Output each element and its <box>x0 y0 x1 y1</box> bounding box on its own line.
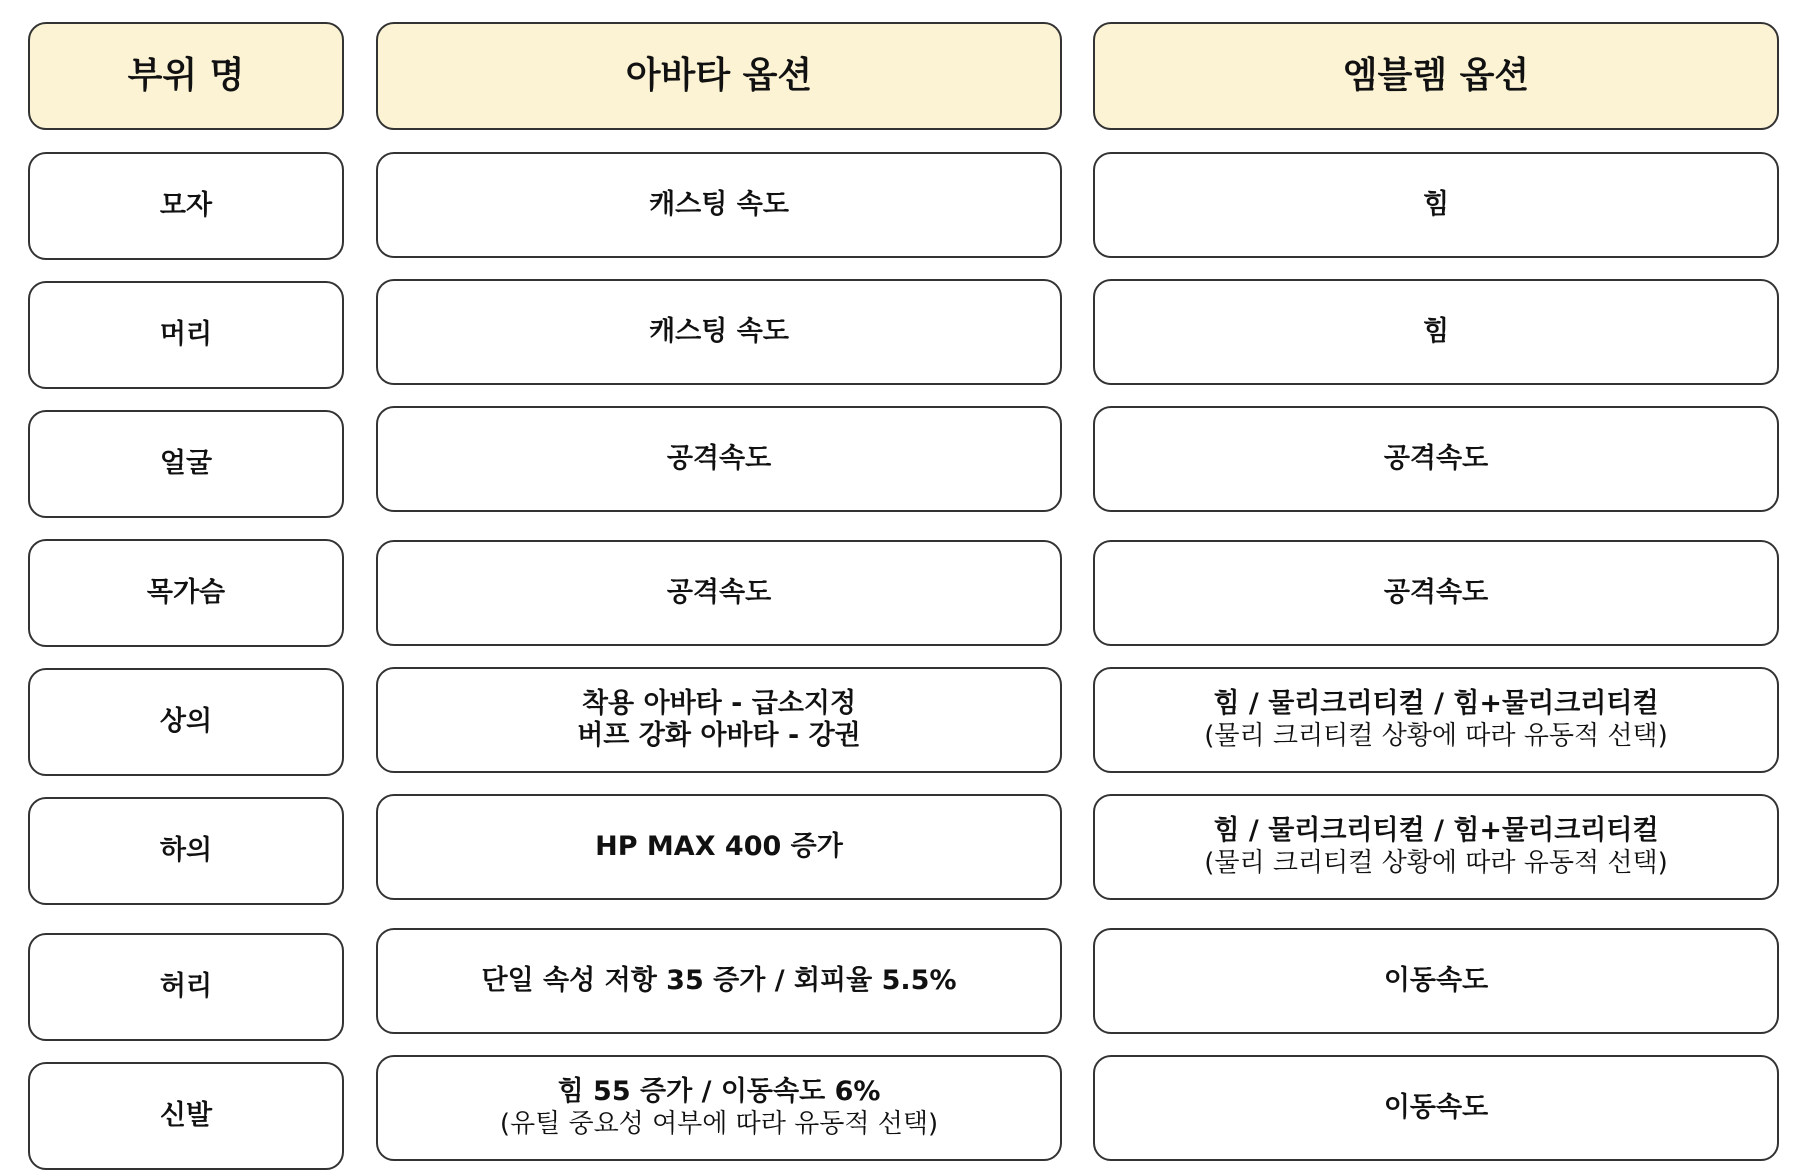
part-label: 하의 <box>159 834 213 866</box>
part-cell <box>28 668 344 776</box>
avatar-option-cell <box>376 667 1062 773</box>
emblem-option-text: 이동속도 <box>1383 1091 1489 1123</box>
emblem-option-text: 힘 <box>1422 188 1450 220</box>
avatar-option-cell <box>376 279 1062 385</box>
avatar-option-text: HP MAX 400 증가 <box>595 830 843 862</box>
avatar-option-text: 공격속도 <box>666 442 772 474</box>
emblem-option-cell <box>1093 406 1779 512</box>
emblem-option-note: (물리 크리티컬 상황에 따라 유동적 선택) <box>1204 720 1668 751</box>
part-label: 상의 <box>159 705 213 737</box>
emblem-option-text: 힘 / 물리크리티컬 / 힘+물리크리티컬 <box>1213 815 1659 847</box>
avatar-option-cell <box>376 794 1062 900</box>
part-label: 모자 <box>159 189 213 221</box>
avatar-option-text: 단일 속성 저항 35 증가 / 회피율 5.5% <box>481 964 957 996</box>
header-avatar-option-label: 아바타 옵션 <box>625 55 813 97</box>
emblem-option-text: 힘 <box>1422 315 1450 347</box>
part-label: 머리 <box>159 318 213 350</box>
emblem-option-text: 공격속도 <box>1383 442 1489 474</box>
emblem-option-text: 힘 / 물리크리티컬 / 힘+물리크리티컬 <box>1213 688 1659 720</box>
header-avatar-option <box>376 22 1062 130</box>
avatar-option-cell <box>376 1055 1062 1161</box>
emblem-option-text: 공격속도 <box>1383 576 1489 608</box>
emblem-option-cell <box>1093 1055 1779 1161</box>
part-label: 신발 <box>159 1099 213 1131</box>
emblem-option-cell <box>1093 928 1779 1034</box>
header-emblem-option-label: 엠블렘 옵션 <box>1342 55 1530 97</box>
part-cell <box>28 152 344 260</box>
part-label: 목가슴 <box>146 576 226 608</box>
emblem-option-cell <box>1093 794 1779 900</box>
header-part-name <box>28 22 344 130</box>
avatar-option-cell <box>376 540 1062 646</box>
emblem-option-cell <box>1093 279 1779 385</box>
emblem-option-cell <box>1093 152 1779 258</box>
avatar-option-text: 캐스팅 속도 <box>649 315 789 347</box>
emblem-option-text: 이동속도 <box>1383 964 1489 996</box>
part-cell <box>28 281 344 389</box>
part-cell <box>28 1062 344 1170</box>
part-label: 허리 <box>159 970 213 1002</box>
emblem-option-cell <box>1093 540 1779 646</box>
part-cell <box>28 410 344 518</box>
avatar-option-text-line2: 버프 강화 아바타 - 강권 <box>577 720 861 751</box>
emblem-option-note: (물리 크리티컬 상황에 따라 유동적 선택) <box>1204 847 1668 878</box>
avatar-option-cell <box>376 406 1062 512</box>
emblem-option-cell <box>1093 667 1779 773</box>
avatar-option-text: 힘 55 증가 / 이동속도 6% <box>557 1076 881 1108</box>
part-cell <box>28 933 344 1041</box>
avatar-option-text: 착용 아바타 - 급소지정 <box>581 687 857 719</box>
avatar-option-text: 공격속도 <box>666 576 772 608</box>
part-label: 얼굴 <box>159 447 213 479</box>
part-cell <box>28 797 344 905</box>
header-emblem-option <box>1093 22 1779 130</box>
header-part-name-label: 부위 명 <box>127 55 245 97</box>
avatar-option-note: (유틸 중요성 여부에 따라 유동적 선택) <box>499 1108 939 1139</box>
avatar-option-text: 캐스팅 속도 <box>649 188 789 220</box>
avatar-option-cell <box>376 928 1062 1034</box>
part-cell <box>28 539 344 647</box>
avatar-option-cell <box>376 152 1062 258</box>
